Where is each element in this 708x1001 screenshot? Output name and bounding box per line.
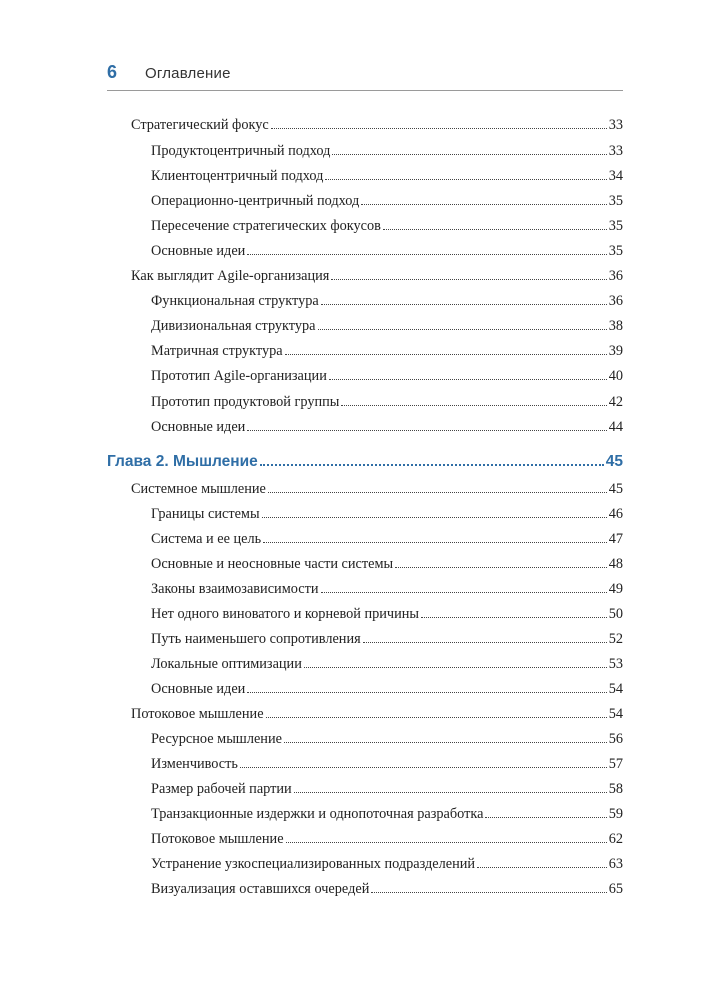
toc-leader xyxy=(263,542,607,543)
toc-entry-page: 49 xyxy=(608,581,623,597)
toc-entry-title: Границы системы xyxy=(151,506,260,522)
toc-chapter-page: 45 xyxy=(605,453,623,470)
toc-entry-title: Стратегический фокус xyxy=(131,117,269,133)
toc-entry-title: Основные идеи xyxy=(151,681,246,697)
toc-entry-page: 52 xyxy=(608,631,623,647)
toc-entry[interactable] xyxy=(151,318,623,340)
toc-entry-page: 36 xyxy=(608,268,623,284)
toc-entry-page: 59 xyxy=(608,806,623,822)
toc-entry-title: Клиентоцентричный подход xyxy=(151,168,324,184)
toc-leader xyxy=(268,492,607,493)
toc-entry[interactable] xyxy=(151,243,623,265)
toc-leader xyxy=(383,229,607,230)
toc-entry[interactable] xyxy=(151,756,623,778)
toc-entry-title: Продуктоцентричный подход xyxy=(151,143,331,159)
toc-leader xyxy=(361,204,606,205)
toc-entry-title: Системное мышление xyxy=(131,481,266,497)
toc-chapter-entry[interactable] xyxy=(107,453,623,475)
toc-entry-page: 65 xyxy=(608,881,623,897)
toc-entry[interactable] xyxy=(151,506,623,528)
toc-entry-title: Операционно-центричный подход xyxy=(151,193,360,209)
toc-leader xyxy=(363,642,607,643)
toc-entry-title: Ресурсное мышление xyxy=(151,731,282,747)
toc-entry[interactable] xyxy=(151,606,623,628)
toc-entry-title: Система и ее цель xyxy=(151,531,262,547)
toc-entry[interactable] xyxy=(131,268,623,290)
toc-leader xyxy=(240,767,607,768)
toc-entry-title: Визуализация оставшихся очередей xyxy=(151,881,370,897)
header-divider xyxy=(107,90,623,91)
toc-entry[interactable] xyxy=(151,681,623,703)
toc-entry[interactable] xyxy=(151,293,623,315)
toc-leader xyxy=(318,329,607,330)
toc-entry[interactable] xyxy=(151,531,623,553)
toc-leader xyxy=(285,354,607,355)
toc-entry-title: Потоковое мышление xyxy=(151,831,284,847)
toc-entry-page: 62 xyxy=(608,831,623,847)
toc-entry-title: Прототип продуктовой группы xyxy=(151,394,340,410)
page-number: 6 xyxy=(107,62,118,82)
toc-entry[interactable] xyxy=(151,368,623,390)
toc-entry[interactable] xyxy=(151,731,623,753)
toc-entry-page: 36 xyxy=(608,293,623,309)
running-header xyxy=(107,62,623,86)
toc-entry-page: 57 xyxy=(608,756,623,772)
toc-entry[interactable] xyxy=(151,781,623,803)
toc-entry-page: 47 xyxy=(608,531,623,547)
toc-entry-title: Путь наименьшего сопротивления xyxy=(151,631,361,647)
toc-entry-page: 40 xyxy=(608,368,623,384)
toc-entry[interactable] xyxy=(151,193,623,215)
toc-entry-page: 33 xyxy=(608,117,623,133)
toc-entry-title: Изменчивость xyxy=(151,756,238,772)
toc-entry-title: Размер рабочей партии xyxy=(151,781,292,797)
toc-leader xyxy=(294,792,607,793)
toc-leader xyxy=(284,742,607,743)
toc-entry[interactable] xyxy=(151,343,623,365)
toc-entry-page: 38 xyxy=(608,318,623,334)
toc-entry-page: 56 xyxy=(608,731,623,747)
toc-entry[interactable] xyxy=(151,631,623,653)
toc-entry-page: 42 xyxy=(608,394,623,410)
toc-entry[interactable] xyxy=(151,831,623,853)
toc-entry-title: Дивизиональная структура xyxy=(151,318,316,334)
toc-leader xyxy=(341,405,606,406)
toc-entry-title: Матричная структура xyxy=(151,343,283,359)
toc-entry[interactable] xyxy=(151,168,623,190)
toc-entry-page: 33 xyxy=(608,143,623,159)
toc-entry-page: 63 xyxy=(608,856,623,872)
toc-entry-title: Прототип Agile-организации xyxy=(151,368,327,384)
toc-entry-page: 34 xyxy=(608,168,623,184)
toc-entry-title: Пересечение стратегических фокусов xyxy=(151,218,381,234)
toc-entry-title: Потоковое мышление xyxy=(131,706,264,722)
toc-entry[interactable] xyxy=(151,218,623,240)
toc-leader xyxy=(331,279,606,280)
toc-entry-title: Как выглядит Agile-организация xyxy=(131,268,330,284)
toc-leader xyxy=(421,617,607,618)
toc-entry-title: Основные идеи xyxy=(151,419,246,435)
toc-leader xyxy=(325,179,606,180)
toc-entry[interactable] xyxy=(151,856,623,878)
toc-entry-title: Законы взаимозависимости xyxy=(151,581,319,597)
toc-entry-page: 39 xyxy=(608,343,623,359)
toc-leader xyxy=(271,128,607,129)
toc-entry-title: Основные и неосновные части системы xyxy=(151,556,394,572)
toc-entry[interactable] xyxy=(151,556,623,578)
toc-leader xyxy=(321,304,607,305)
toc-leader xyxy=(266,717,607,718)
toc-entry[interactable] xyxy=(151,419,623,441)
toc-leader xyxy=(304,667,607,668)
toc-leader xyxy=(321,592,607,593)
toc-entry-page: 35 xyxy=(608,193,623,209)
toc-leader xyxy=(395,567,607,568)
toc-entry-page: 44 xyxy=(608,419,623,435)
toc-entry[interactable] xyxy=(151,881,623,903)
toc-entry[interactable] xyxy=(131,117,623,139)
toc-leader xyxy=(371,892,606,893)
toc-entry[interactable] xyxy=(151,581,623,603)
toc-leader xyxy=(247,430,606,431)
toc-entry[interactable] xyxy=(151,806,623,828)
toc-entry-page: 45 xyxy=(608,481,623,497)
toc-entry[interactable] xyxy=(151,394,623,416)
header-title: Оглавление xyxy=(145,65,231,82)
toc-entry-title: Устранение узкоспециализированных подразделений xyxy=(151,856,476,872)
toc-entry-page: 35 xyxy=(608,243,623,259)
toc-entry-title: Основные идеи xyxy=(151,243,246,259)
toc-entry[interactable] xyxy=(131,706,623,728)
toc-entry-title: Локальные оптимизации xyxy=(151,656,302,672)
toc-entry-page: 53 xyxy=(608,656,623,672)
toc-entry-page: 46 xyxy=(608,506,623,522)
toc-entry-title: Нет одного виноватого и корневой причины xyxy=(151,606,420,622)
toc-leader xyxy=(329,379,607,380)
toc-entry[interactable] xyxy=(151,143,623,165)
toc-entry-page: 35 xyxy=(608,218,623,234)
toc-leader xyxy=(332,154,606,155)
toc-leader xyxy=(485,817,606,818)
toc-entry-page: 54 xyxy=(608,681,623,697)
toc-leader xyxy=(262,517,607,518)
toc-chapter-title: Глава 2. Мышление xyxy=(107,453,258,470)
toc-entry[interactable] xyxy=(151,656,623,678)
toc-leader xyxy=(247,692,606,693)
toc-entry-page: 58 xyxy=(608,781,623,797)
toc-entry-title: Функциональная структура xyxy=(151,293,319,309)
toc-entry-page: 50 xyxy=(608,606,623,622)
toc-leader xyxy=(477,867,607,868)
toc-leader xyxy=(247,254,606,255)
toc-entry-page: 54 xyxy=(608,706,623,722)
toc-entry[interactable] xyxy=(131,481,623,503)
toc-leader xyxy=(260,464,604,466)
toc-leader xyxy=(286,842,607,843)
toc-entry-page: 48 xyxy=(608,556,623,572)
toc-entry-title: Транзакционные издержки и однопоточная разработка xyxy=(151,806,484,822)
